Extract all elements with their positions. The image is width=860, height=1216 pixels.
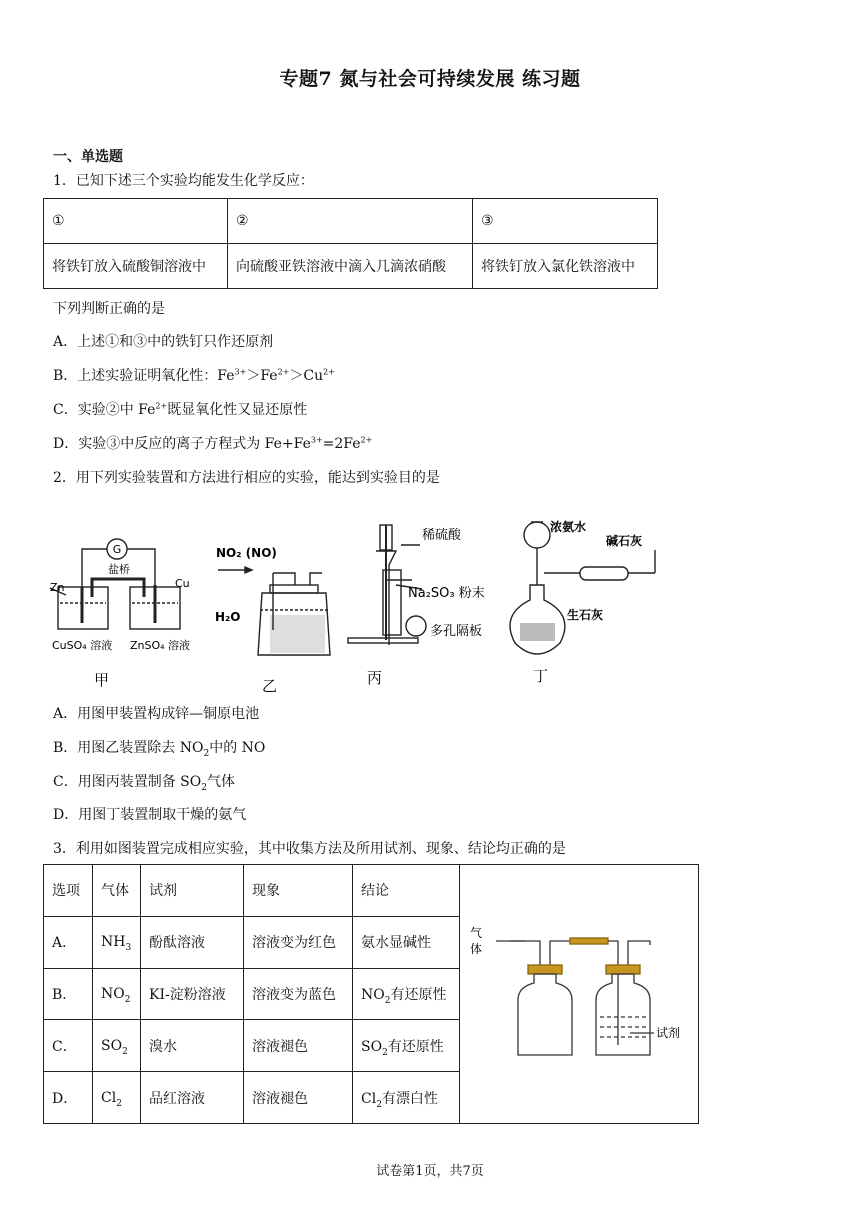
q3-cell-phenomenon: 溶液变为红色 <box>244 916 353 968</box>
q1-header-1: ① <box>44 199 228 244</box>
q2-option-d: D．用图丁装置制取干燥的氨气 <box>53 807 247 823</box>
q3-cell-reagent: 品红溶液 <box>141 1072 244 1124</box>
q3-cell-conclusion: $Cl_2$有漂白性 <box>353 1072 460 1124</box>
fig-g-label: G <box>112 543 122 556</box>
table-row <box>44 199 658 244</box>
q3-header: 现象 <box>244 865 353 917</box>
fig-ammonia: 浓氨水 <box>550 520 587 534</box>
fig-label-jia: 甲 <box>94 671 110 689</box>
q1-cell-2: 向硫酸亚铁溶液中滴入几滴浓硝酸 <box>228 244 473 289</box>
fig-znso4: ZnSO₄ 溶液 <box>130 639 191 652</box>
fig-label-yi: 乙 <box>262 677 278 695</box>
table-row <box>44 865 699 917</box>
q3-header: 试剂 <box>141 865 244 917</box>
fig-cuso4: CuSO₄ 溶液 <box>52 639 113 652</box>
q3-cell-gas: $Cl_2$ <box>93 1072 141 1124</box>
q1-stem: 1．已知下述三个实验均能发生化学反应： <box>53 173 314 189</box>
q3-cell-option: A． <box>44 916 93 968</box>
q1-option-c: C．实验②中 $Fe^{2+}$既显氧化性又显还原性 <box>53 401 308 418</box>
q3-cell-reagent: 酚酞溶液 <box>141 916 244 968</box>
page-title: 专题7 氮与社会可持续发展 练习题 <box>279 68 581 90</box>
fig-gas-label-2: 体 <box>470 942 483 956</box>
q1-prompt: 下列判断正确的是 <box>53 301 165 317</box>
q3-cell-phenomenon: 溶液褪色 <box>244 1072 353 1124</box>
q1-cell-1: 将铁钉放入硫酸铜溶液中 <box>44 244 228 289</box>
q3-cell-phenomenon: 溶液褪色 <box>244 1020 353 1072</box>
q3-cell-conclusion: 氨水显碱性 <box>353 916 460 968</box>
fig-gas-label-1: 气 <box>470 926 483 940</box>
fig-quicklime: 生石灰 <box>567 608 604 622</box>
q1-table <box>43 198 658 289</box>
q3-cell-gas: $NO_2$ <box>93 968 141 1020</box>
q3-cell-gas: $SO_2$ <box>93 1020 141 1072</box>
fig-soda-lime: 碱石灰 <box>606 534 643 548</box>
q2-option-c: C．用图丙装置制备 $SO_2$气体 <box>53 774 235 793</box>
q2-apparatus-figure <box>40 505 680 700</box>
q1-header-3: ③ <box>473 199 658 244</box>
q3-stem: 3．利用如图装置完成相应实验，其中收集方法及所用试剂、现象、结论均正确的是 <box>53 841 566 857</box>
q3-table <box>43 864 699 1124</box>
fig-label-ding: 丁 <box>533 667 549 685</box>
q3-figure-cell <box>460 865 699 1124</box>
q1-option-a: A．上述①和③中的铁钉只作还原剂 <box>53 334 274 350</box>
q3-cell-phenomenon: 溶液变为蓝色 <box>244 968 353 1020</box>
fig-no2no: NO₂ (NO) <box>216 546 277 560</box>
q3-cell-conclusion: $SO_2$有还原性 <box>353 1020 460 1072</box>
q2-stem: 2．用下列实验装置和方法进行相应的实验，能达到实验目的是 <box>53 470 440 486</box>
q3-header: 气体 <box>93 865 141 917</box>
q1-option-d: D．实验③中反应的离子方程式为 $Fe+Fe^{3+}=2Fe^{2+}$ <box>53 435 373 452</box>
q3-header: 结论 <box>353 865 460 917</box>
page-footer: 试卷第1页，共7页 <box>376 1164 484 1179</box>
q3-cell-option: D． <box>44 1072 93 1124</box>
fig-cu: Cu <box>175 577 190 590</box>
q1-option-b: B．上述实验证明氧化性：$Fe^{3+}>Fe^{2+}>Cu^{2+}$ <box>53 367 335 384</box>
q3-cell-conclusion: $NO_2$有还原性 <box>353 968 460 1020</box>
q3-header: 选项 <box>44 865 93 917</box>
fig-porous: 多孔隔板 <box>430 624 483 639</box>
q1-cell-3: 将铁钉放入氯化铁溶液中 <box>473 244 658 289</box>
q2-option-b: B．用图乙装置除去 $NO_2$中的 NO <box>53 740 266 759</box>
fig-dilute-acid: 稀硫酸 <box>422 528 462 543</box>
q1-header-2: ② <box>228 199 473 244</box>
fig-na2so3: Na₂SO₃ 粉末 <box>408 586 485 601</box>
fig-salt-bridge: 盐桥 <box>108 563 130 576</box>
section-heading: 一、单选题 <box>53 149 123 165</box>
fig-label-bing: 丙 <box>367 669 383 687</box>
q3-gas-bottles-figure <box>460 865 698 1119</box>
q3-cell-option: C． <box>44 1020 93 1072</box>
fig-h2o: H₂O <box>215 610 241 624</box>
fig-reagent-label: 试剂 <box>656 1026 681 1040</box>
q3-cell-reagent: 溴水 <box>141 1020 244 1072</box>
q3-cell-gas: $NH_3$ <box>93 916 141 968</box>
q3-cell-option: B． <box>44 968 93 1020</box>
fig-zn: Zn <box>50 581 65 594</box>
q2-option-a: A．用图甲装置构成锌—铜原电池 <box>53 706 260 722</box>
table-row <box>44 244 658 289</box>
q3-cell-reagent: KI-淀粉溶液 <box>141 968 244 1020</box>
